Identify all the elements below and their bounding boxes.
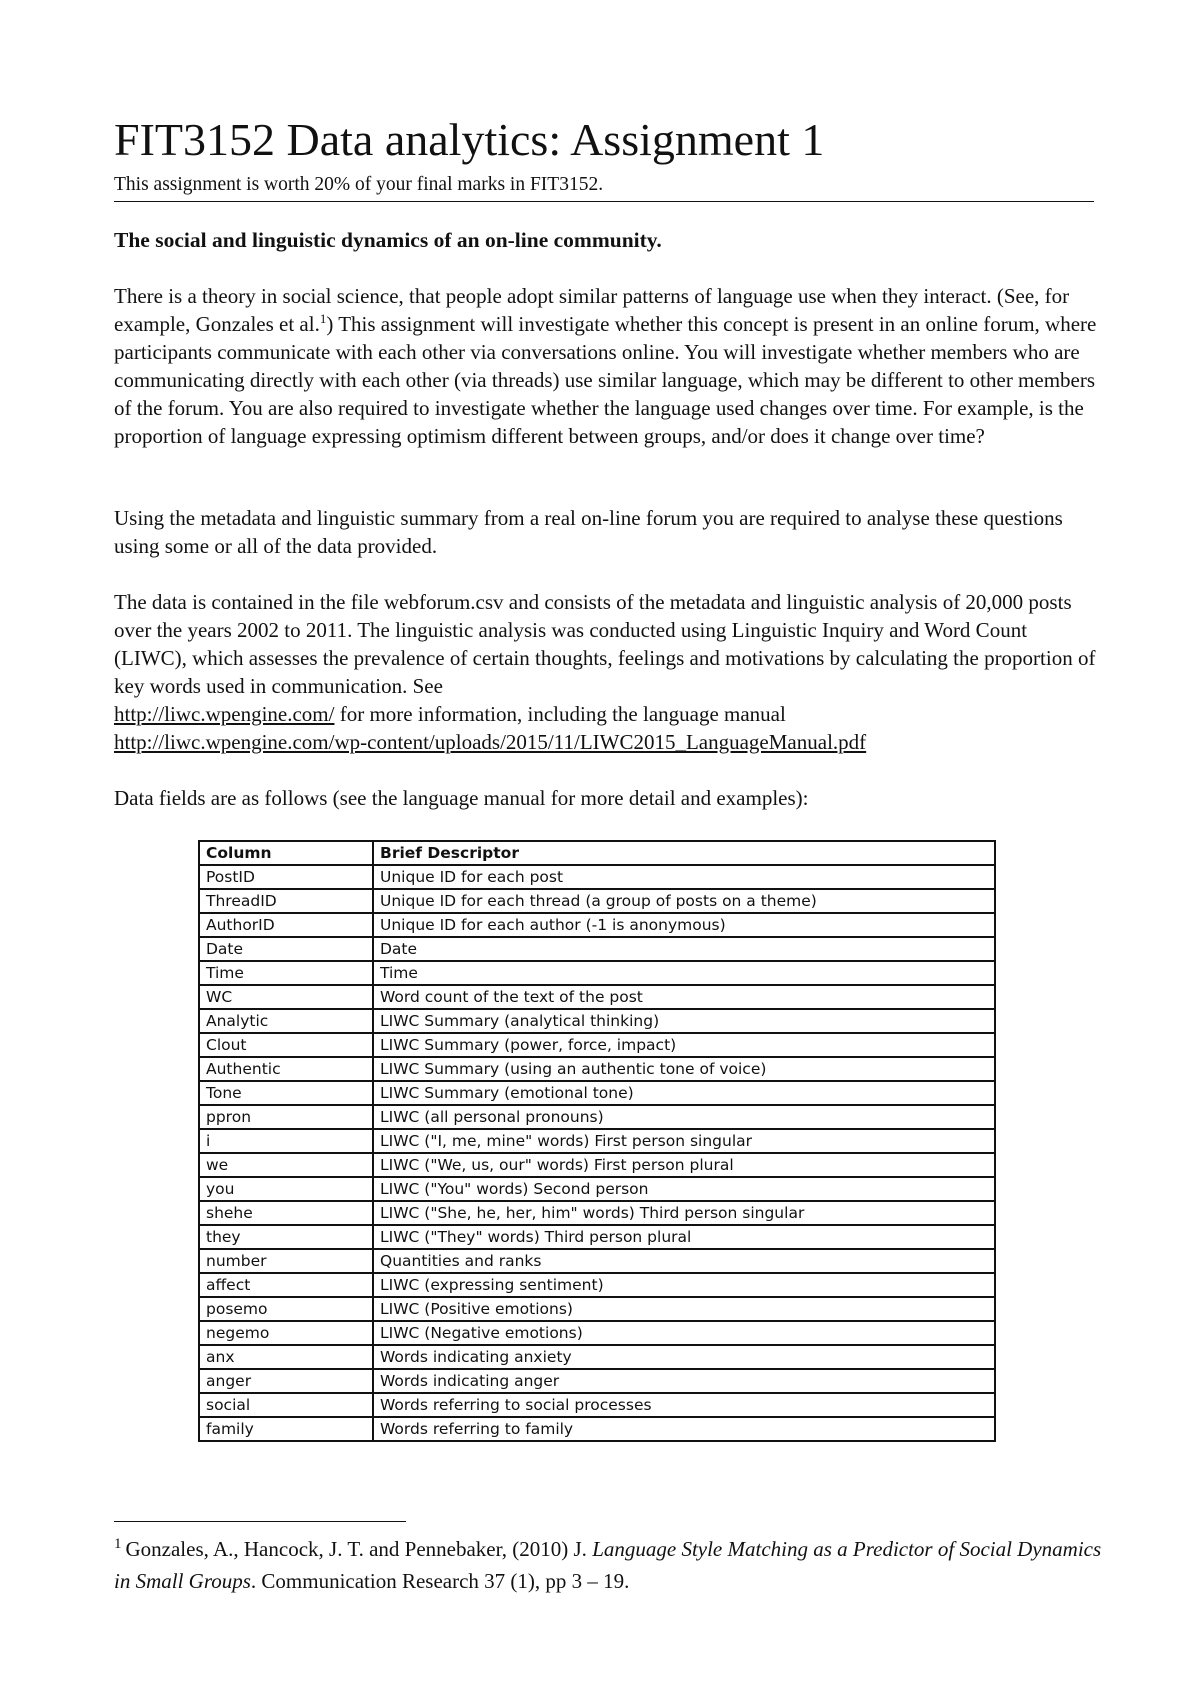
field-descriptor-cell: LIWC (expressing sentiment) <box>373 1273 995 1297</box>
field-descriptor-cell: Unique ID for each post <box>373 865 995 889</box>
table-row <box>199 1009 995 1033</box>
field-descriptor-cell: LIWC Summary (using an authentic tone of voice) <box>373 1057 995 1081</box>
section-heading: The social and linguistic dynamics of an on-line community. <box>114 228 662 252</box>
field-name-cell: shehe <box>199 1201 373 1225</box>
field-descriptor-cell: Unique ID for each author (-1 is anonymous) <box>373 913 995 937</box>
data-description-paragraph <box>114 588 1104 756</box>
field-name-cell: Authentic <box>199 1057 373 1081</box>
field-name-cell: Time <box>199 961 373 985</box>
field-descriptor-cell: Words indicating anxiety <box>373 1345 995 1369</box>
field-name-cell: we <box>199 1153 373 1177</box>
table-row <box>199 1369 995 1393</box>
descriptor-header: Brief Descriptor <box>373 841 995 865</box>
field-name-cell: family <box>199 1417 373 1441</box>
table-row <box>199 1129 995 1153</box>
intro-text-b: ) This assignment will investigate whether this concept is present in an online forum, where participants communicate with each other via conversations online. You will investigate whether members who are communicating directly with each other (via threads) use similar language, which may be different to other members of the forum. You are also required to investigate whether the language used changes over time. For example, is the proportion of language expressing optimism different between groups, and/or does it change over time? <box>114 312 1097 448</box>
field-descriptor-cell: LIWC ("You" words) Second person <box>373 1177 995 1201</box>
field-name-cell: AuthorID <box>199 913 373 937</box>
data-usage-paragraph <box>114 504 1104 560</box>
table-header-row <box>199 841 995 865</box>
table-row <box>199 1249 995 1273</box>
field-name-cell: anx <box>199 1345 373 1369</box>
field-name-cell: WC <box>199 985 373 1009</box>
liwc-manual-link[interactable]: http://liwc.wpengine.com/wp-content/uploads/2015/11/LIWC2015_LanguageManual.pdf <box>114 730 867 754</box>
field-name-cell: i <box>199 1129 373 1153</box>
field-descriptor-cell: LIWC ("I, me, mine" words) First person singular <box>373 1129 995 1153</box>
data-usage-text: Using the metadata and linguistic summary from a real on-line forum you are required to analyse these questions using some or all of the data provided. <box>114 506 1063 558</box>
field-descriptor-cell: Date <box>373 937 995 961</box>
intro-paragraph <box>114 282 1104 450</box>
field-name-cell: you <box>199 1177 373 1201</box>
table-row <box>199 889 995 913</box>
footnote-title: Language Style Matching as a Predictor of Social Dynamics in Small Groups <box>114 1537 1102 1593</box>
field-descriptor-cell: LIWC (Positive emotions) <box>373 1297 995 1321</box>
table-row <box>199 1345 995 1369</box>
field-name-cell: Analytic <box>199 1009 373 1033</box>
intro-text-a: There is a theory in social science, that people adopt similar patterns of language use when they interact. (See, for example, Gonzales et al. <box>114 284 1070 336</box>
field-descriptor-cell: Word count of the text of the post <box>373 985 995 1009</box>
table-row <box>199 985 995 1009</box>
field-descriptor-cell: Words indicating anger <box>373 1369 995 1393</box>
table-row <box>199 1057 995 1081</box>
column-header: Column <box>199 841 373 865</box>
field-descriptor-cell: LIWC Summary (power, force, impact) <box>373 1033 995 1057</box>
field-descriptor-cell: Words referring to family <box>373 1417 995 1441</box>
table-row <box>199 961 995 985</box>
data-description-mid: for more information, including the language manual <box>334 702 786 726</box>
table-row <box>199 1417 995 1441</box>
footnote-tail: . Communication Research 37 (1), pp 3 – 19. <box>250 1569 630 1593</box>
field-name-cell: PostID <box>199 865 373 889</box>
field-descriptor-cell: Words referring to social processes <box>373 1393 995 1417</box>
field-descriptor-cell: Quantities and ranks <box>373 1249 995 1273</box>
table-row <box>199 1105 995 1129</box>
table-body <box>199 865 995 1441</box>
data-description-text: The data is contained in the file webforum.csv and consists of the metadata and linguistic analysis of 20,000 posts over the years 2002 to 2011. The linguistic analysis was conducted using Linguistic Inquiry and Word Count (LIWC), which assesses the prevalence of certain thoughts, feelings and motivations by calculating the proportion of key words used in communication. See <box>114 590 1096 698</box>
subtitle: This assignment is worth 20% of your final marks in FIT3152. <box>114 172 1094 202</box>
field-name-cell: negemo <box>199 1321 373 1345</box>
fields-intro <box>114 784 1104 812</box>
field-name-cell: affect <box>199 1273 373 1297</box>
table-row <box>199 1153 995 1177</box>
table-row <box>199 1297 995 1321</box>
field-descriptor-cell: LIWC (all personal pronouns) <box>373 1105 995 1129</box>
field-descriptor-cell: Unique ID for each thread (a group of posts on a theme) <box>373 889 995 913</box>
field-name-cell: Clout <box>199 1033 373 1057</box>
field-descriptor-cell: LIWC ("We, us, our" words) First person plural <box>373 1153 995 1177</box>
field-name-cell: posemo <box>199 1297 373 1321</box>
table-row <box>199 1321 995 1345</box>
liwc-site-link[interactable]: http://liwc.wpengine.com/ <box>114 702 335 726</box>
table-row <box>199 1033 995 1057</box>
footnote <box>114 1533 1104 1597</box>
field-descriptor-cell: LIWC (Negative emotions) <box>373 1321 995 1345</box>
footnote-ref[interactable]: 1 <box>319 311 327 326</box>
field-descriptor-cell: LIWC ("They" words) Third person plural <box>373 1225 995 1249</box>
footnote-divider <box>114 1521 406 1522</box>
table-row <box>199 1273 995 1297</box>
field-name-cell: Date <box>199 937 373 961</box>
field-descriptor-cell: LIWC ("She, he, her, him" words) Third person singular <box>373 1201 995 1225</box>
page-title: FIT3152 Data analytics: Assignment 1 <box>114 114 825 165</box>
table-row <box>199 1393 995 1417</box>
field-name-cell: ThreadID <box>199 889 373 913</box>
footnote-lead: Gonzales, A., Hancock, J. T. and Pennebaker, (2010) J. <box>125 1537 593 1561</box>
field-name-cell: Tone <box>199 1081 373 1105</box>
table-row <box>199 865 995 889</box>
field-descriptor-cell: LIWC Summary (analytical thinking) <box>373 1009 995 1033</box>
table-row <box>199 1225 995 1249</box>
fields-intro-text: Data fields are as follows (see the language manual for more detail and examples): <box>114 786 809 810</box>
field-name-cell: anger <box>199 1369 373 1393</box>
field-name-cell: they <box>199 1225 373 1249</box>
table-row <box>199 1201 995 1225</box>
table-row <box>199 1177 995 1201</box>
field-descriptor-cell: Time <box>373 961 995 985</box>
field-name-cell: ppron <box>199 1105 373 1129</box>
field-name-cell: social <box>199 1393 373 1417</box>
table-row <box>199 913 995 937</box>
footnote-number: 1 <box>114 1536 122 1552</box>
data-fields-table <box>198 840 996 1442</box>
field-name-cell: number <box>199 1249 373 1273</box>
table-row <box>199 1081 995 1105</box>
field-descriptor-cell: LIWC Summary (emotional tone) <box>373 1081 995 1105</box>
table-row <box>199 937 995 961</box>
